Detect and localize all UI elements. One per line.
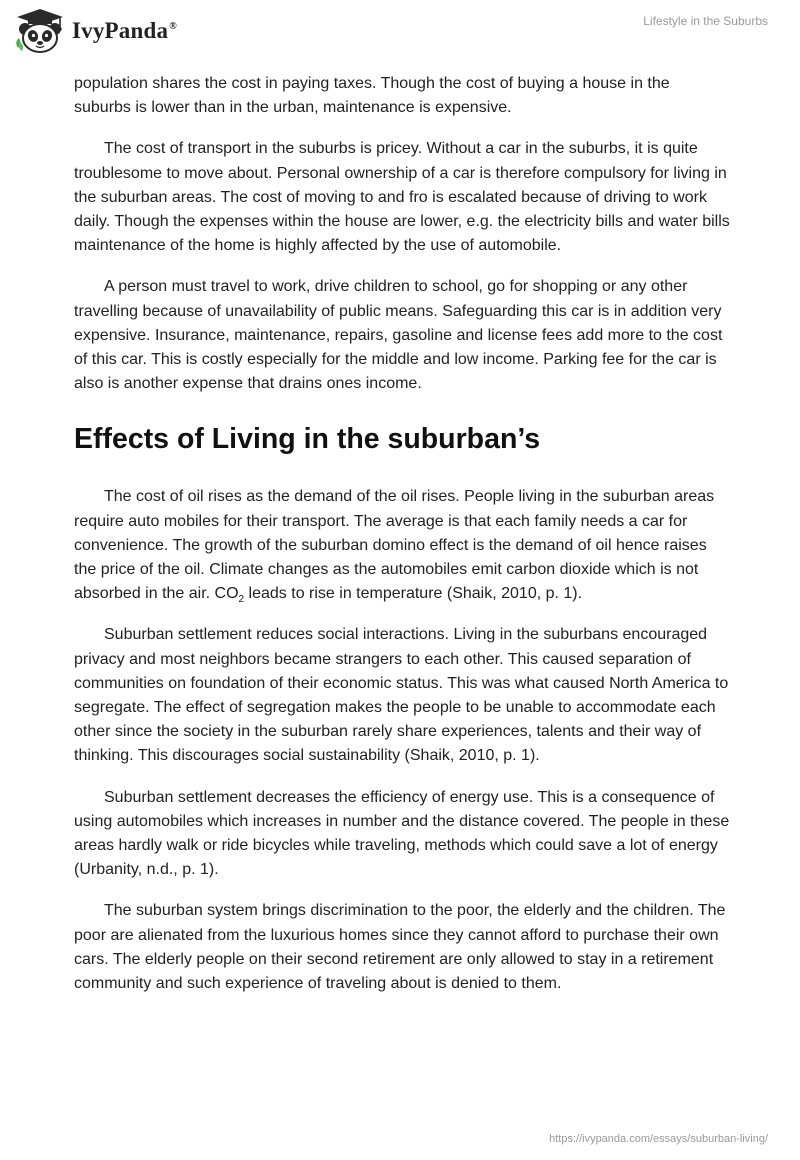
paragraph-continuation: population shares the cost in paying taxes. Though the cost of buying a house in the suburbs is lower than in the urban, maintenance is expensive. (74, 75, 670, 117)
paragraph-discrimination: The suburban system brings discrimination to the poor, the elderly and the children. The poor are alienated from the luxurious homes since they cannot afford to purchase their own cars. The elderly people on their second retirement are only allowed to stay in a retirement community and such experience of traveling about is denied to them. (74, 902, 726, 993)
section-heading: Effects of Living in the suburban’s (74, 423, 541, 456)
paragraph-oil-cost (74, 485, 730, 606)
paragraph-oil-cost-text: The cost of oil rises as the demand of the oil rises. People living in the suburban areas require auto mobiles for their transport. The average is that each family needs a car for convenience. The growth of the suburban domino effect is the demand of oil hence raises the price of the oil. Climate changes as the automobiles emit carbon dioxide which is not absorbed in the air. CO (74, 488, 715, 603)
paragraph-social-interaction: Suburban settlement reduces social interactions. Living in the suburbans encouraged privacy and most neighbors became strangers to each other. This caused separation of communities on foundation of their economic status. This was what caused North America to segregate. The effect of segregation makes the people to be unable to accommodate each other since the society in the suburban rarely share experiences, talents and their way of thinking. This discourages social sustainability (Shaik, 2010, p. 1). (74, 626, 729, 765)
logo-wordmark: IvyPanda® (72, 18, 177, 43)
co2-subscript: 2 (238, 594, 245, 606)
page-header (0, 0, 800, 64)
ivypanda-logo[interactable] (14, 8, 177, 54)
paragraph-transport-cost: The cost of transport in the suburbs is pricey. Without a car in the suburbs, it is quite troublesome to move about. Personal ownership of a car is therefore compulsory for living in the suburban areas. The cost of moving to and fro is escalated because of driving to work daily. Though the expenses within the house are lower, e.g. the electricity bills and water bills maintenance of the home is highly affected by the use of automobile. (74, 140, 730, 255)
source-url[interactable]: https://ivypanda.com/essays/suburban-living/ (549, 1133, 768, 1145)
paragraph-oil-cost-text-end: leads to rise in temperature (Shaik, 2010, p. 1). (244, 585, 583, 603)
essay-content (74, 72, 730, 1013)
paragraph-car-expenses: A person must travel to work, drive children to school, go for shopping or any other travelling because of unavailability of public means. Safeguarding this car is in addition very expensive. Insurance, maintenance, repairs, gasoline and license fees add more to the cost of this car. This is costly especially for the middle and low income. Parking fee for the car is also is another expense that drains ones income. (74, 278, 723, 393)
panda-graduate-icon (14, 8, 66, 54)
running-title: Lifestyle in the Suburbs (643, 14, 768, 28)
paragraph-energy-use: Suburban settlement decreases the efficiency of energy use. This is a consequence of using automobiles which increases in number and the distance covered. The people in these areas hardly walk or ride bicycles while traveling, methods which could save a lot of energy (Urbanity, n.d., p. 1). (74, 788, 730, 879)
